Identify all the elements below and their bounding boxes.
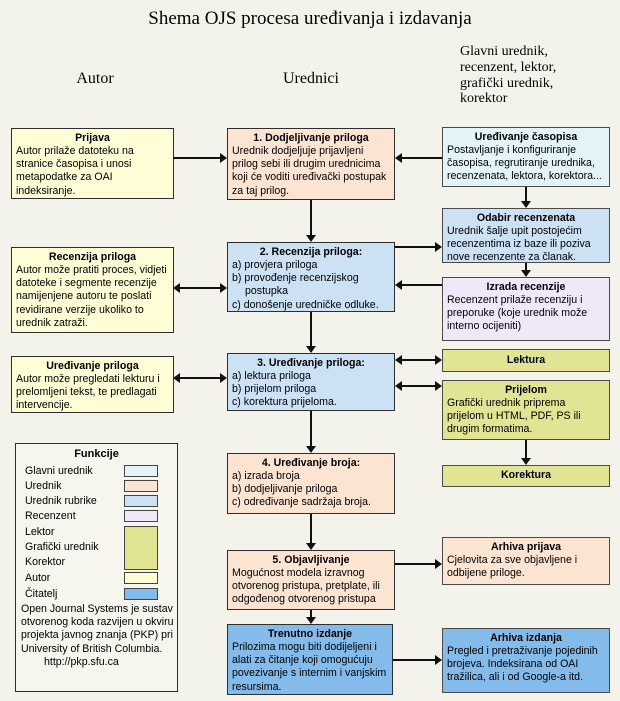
arrow-odabir-to-izrada-recenzije xyxy=(525,263,527,270)
legend-label-urednik-rubrike: Urednik rubrike xyxy=(25,495,97,507)
legend-label-graficki-urednik: Grafički urednik xyxy=(25,541,99,553)
box-korak2-recenzija xyxy=(227,242,395,312)
legend-label-citatelj: Čitatelj xyxy=(25,588,58,600)
arrow-korak3-to-korak4 xyxy=(310,411,312,446)
box-body: Pregled i pretraživanje pojedinih brojeva. Indeksirana od OAI tražilica, ali i od Google-a itd. xyxy=(447,645,598,684)
legend-swatch-urednik xyxy=(124,480,158,492)
arrow-prijava-to-korak1 xyxy=(173,157,220,159)
box-title: Prijava xyxy=(75,132,110,144)
arrow-trenutno-izdanje-to-arhiva-izdanja xyxy=(393,659,435,661)
legend-url: http://pkp.sfu.ca xyxy=(44,655,119,668)
box-arhiva-prijava xyxy=(442,537,610,585)
arrow-korak1-to-korak2 xyxy=(310,200,312,235)
box-line: a) provjera priloga xyxy=(232,259,318,272)
box-korak3-uredivanje-priloga xyxy=(227,353,395,411)
arrow-uredivanje-casopisa-to-odabir xyxy=(525,187,527,201)
diagram-title: Shema OJS procesa uređivanja i izdavanja xyxy=(148,8,472,29)
box-title: 1. Dodjeljivanje priloga xyxy=(253,132,369,144)
box-prijelom xyxy=(442,380,610,440)
legend-items xyxy=(16,464,177,602)
box-body: Urednik šalje upit postojećim recenzentima iz baze ili poziva nove recenzente za članak. xyxy=(447,225,591,264)
legend-funkcije xyxy=(15,443,178,692)
box-title: Odabir recenzenata xyxy=(476,212,576,224)
legend-label-urednik: Urednik xyxy=(25,480,62,492)
arrow-korak4-to-korak5 xyxy=(310,514,312,543)
box-body: Autor prilaže datoteku na stranice časopisa i unosi metapodatke za OAI indeksiranje. xyxy=(16,145,134,197)
box-title: Lektura xyxy=(506,353,546,366)
box-title: Recenzija priloga xyxy=(48,251,137,263)
box-body: Grafički urednik priprema prijelom u HTML, PDF, PS ili drugim formatima. xyxy=(447,397,581,436)
legend-label-korektor: Korektor xyxy=(25,556,66,568)
arrow-izrada-recenzije-to-korak2 xyxy=(402,284,442,286)
column-header-urednici: Urednici xyxy=(283,70,339,87)
box-body: Postavljanje i konfiguriranje časopisa, regrutiranje urednika, recenzenata, lektora, korektora... xyxy=(447,144,602,183)
legend-swatch-urednik-rubrike xyxy=(124,495,158,507)
box-line: b) prijelom priloga xyxy=(232,383,317,396)
box-line: c) donošenje uredničke odluke. xyxy=(232,298,379,311)
legend-swatch-lektor-graficki-korektor xyxy=(124,526,158,570)
box-title: 5. Objavljivanje xyxy=(272,554,350,566)
box-uredivanje-priloga-autor xyxy=(11,356,174,413)
box-body: Recenzent prilaže recenziju i preporuke (koje urednik može interno ocijeniti) xyxy=(447,294,588,333)
box-uredivanje-casopisa xyxy=(442,127,610,187)
box-recenzija-priloga-autor xyxy=(11,247,174,333)
box-title: 4. Uređivanje broja: xyxy=(261,457,361,469)
box-odabir-recenzenata xyxy=(442,208,610,263)
box-body: Mogućnost modela izravnog otvorenog pristupa, pretplate, ili odgođenog otvorenog pristupa xyxy=(232,567,380,606)
box-trenutno-izdanje xyxy=(227,624,393,695)
box-title: Trenutno izdanje xyxy=(267,628,353,640)
arrow-korak3-lektura-both xyxy=(402,359,435,361)
legend-label-lektor: Lektor xyxy=(25,526,55,538)
legend-swatch-recenzent xyxy=(124,510,158,522)
box-body: Autor može pregledati lekturu i prelomljeni tekst, te predlagati intervencije. xyxy=(16,373,160,412)
box-izrada-recenzije xyxy=(442,277,610,341)
box-line: a) izrada broja xyxy=(232,470,300,483)
box-title: Korektura xyxy=(500,469,552,482)
box-lektura xyxy=(442,349,610,372)
arrow-uredivanje-autor-korak3-both xyxy=(180,377,220,379)
arrow-recenzija-autor-korak2-both xyxy=(180,287,220,289)
legend-note: Open Journal Systems je sustav otvorenog koda razvijen u okviru projekta javnog znanja (PKP) pri University of British Columbia. xyxy=(21,603,174,655)
box-title: Uređivanje priloga xyxy=(46,360,139,372)
box-line: b) provođenje recenzijskog postupka xyxy=(232,272,359,298)
legend-swatch-citatelj xyxy=(124,588,158,600)
box-title: 2. Recenzija priloga: xyxy=(259,246,363,258)
column-header-autor: Autor xyxy=(76,70,114,87)
legend-swatch-glavni-urednik xyxy=(124,465,158,477)
box-korak1-dodjeljivanje xyxy=(227,128,395,200)
column-header-ostale-uloge: Glavni urednik, recenzent, lektor, grafički urednik, korektor xyxy=(460,44,557,107)
legend-label-autor: Autor xyxy=(25,572,51,584)
box-line: a) lektura priloga xyxy=(232,370,311,383)
legend-label-recenzent: Recenzent xyxy=(25,510,76,522)
legend-label-glavni-urednik: Glavni urednik xyxy=(25,465,93,477)
box-title: Prijelom xyxy=(505,384,547,396)
box-body: Prilozima mogu biti dodijeljeni i alati za čitanje koji omogućuju povezivanje s internim i vanjskim resursima. xyxy=(232,641,387,693)
arrow-korak5-to-trenutno-izdanje xyxy=(310,610,312,617)
box-title: Uređivanje časopisa xyxy=(474,131,578,143)
box-korektura xyxy=(442,465,610,487)
box-title: Arhiva izdanja xyxy=(490,632,562,644)
arrow-korak2-to-odabir-recenzenata xyxy=(395,246,435,248)
box-arhiva-izdanja xyxy=(442,628,610,693)
arrow-prijelom-to-korektura xyxy=(525,440,527,458)
box-body: Cjelovita za sve objavljene i odbijene priloge. xyxy=(447,554,578,580)
arrow-korak5-to-arhiva-prijava xyxy=(395,563,435,565)
box-line: b) dodjeljivanje priloga xyxy=(232,483,338,496)
box-korak5-objavljivanje xyxy=(227,550,395,610)
arrow-korak2-to-korak3 xyxy=(310,312,312,346)
box-line: c) određivanje sadržaja broja. xyxy=(232,496,371,509)
box-korak4-uredivanje-broja xyxy=(227,453,395,514)
box-title: 3. Uređivanje priloga: xyxy=(257,357,365,369)
box-line: c) korektura prijeloma. xyxy=(232,396,337,409)
legend-swatch-autor xyxy=(124,572,158,584)
box-body: Urednik dodjeljuje prijavljeni prilog sebi ili drugim urednicima koji će voditi uređivački postupak za taj prilog. xyxy=(232,145,387,197)
arrow-uredivanje-casopisa-to-korak1 xyxy=(402,157,442,159)
box-prijava xyxy=(11,128,174,199)
box-title: Izrada recenzije xyxy=(486,281,566,293)
arrow-korak3-prijelom-both xyxy=(402,385,435,387)
box-body: Autor može pratiti proces, vidjeti datoteke i segmente recenzije namijenjene autoru te poslati revidirane verzije ukoliko to urednik zatraži. xyxy=(16,264,167,329)
legend-title: Funkcije xyxy=(74,448,119,460)
box-title: Arhiva prijava xyxy=(490,541,562,553)
